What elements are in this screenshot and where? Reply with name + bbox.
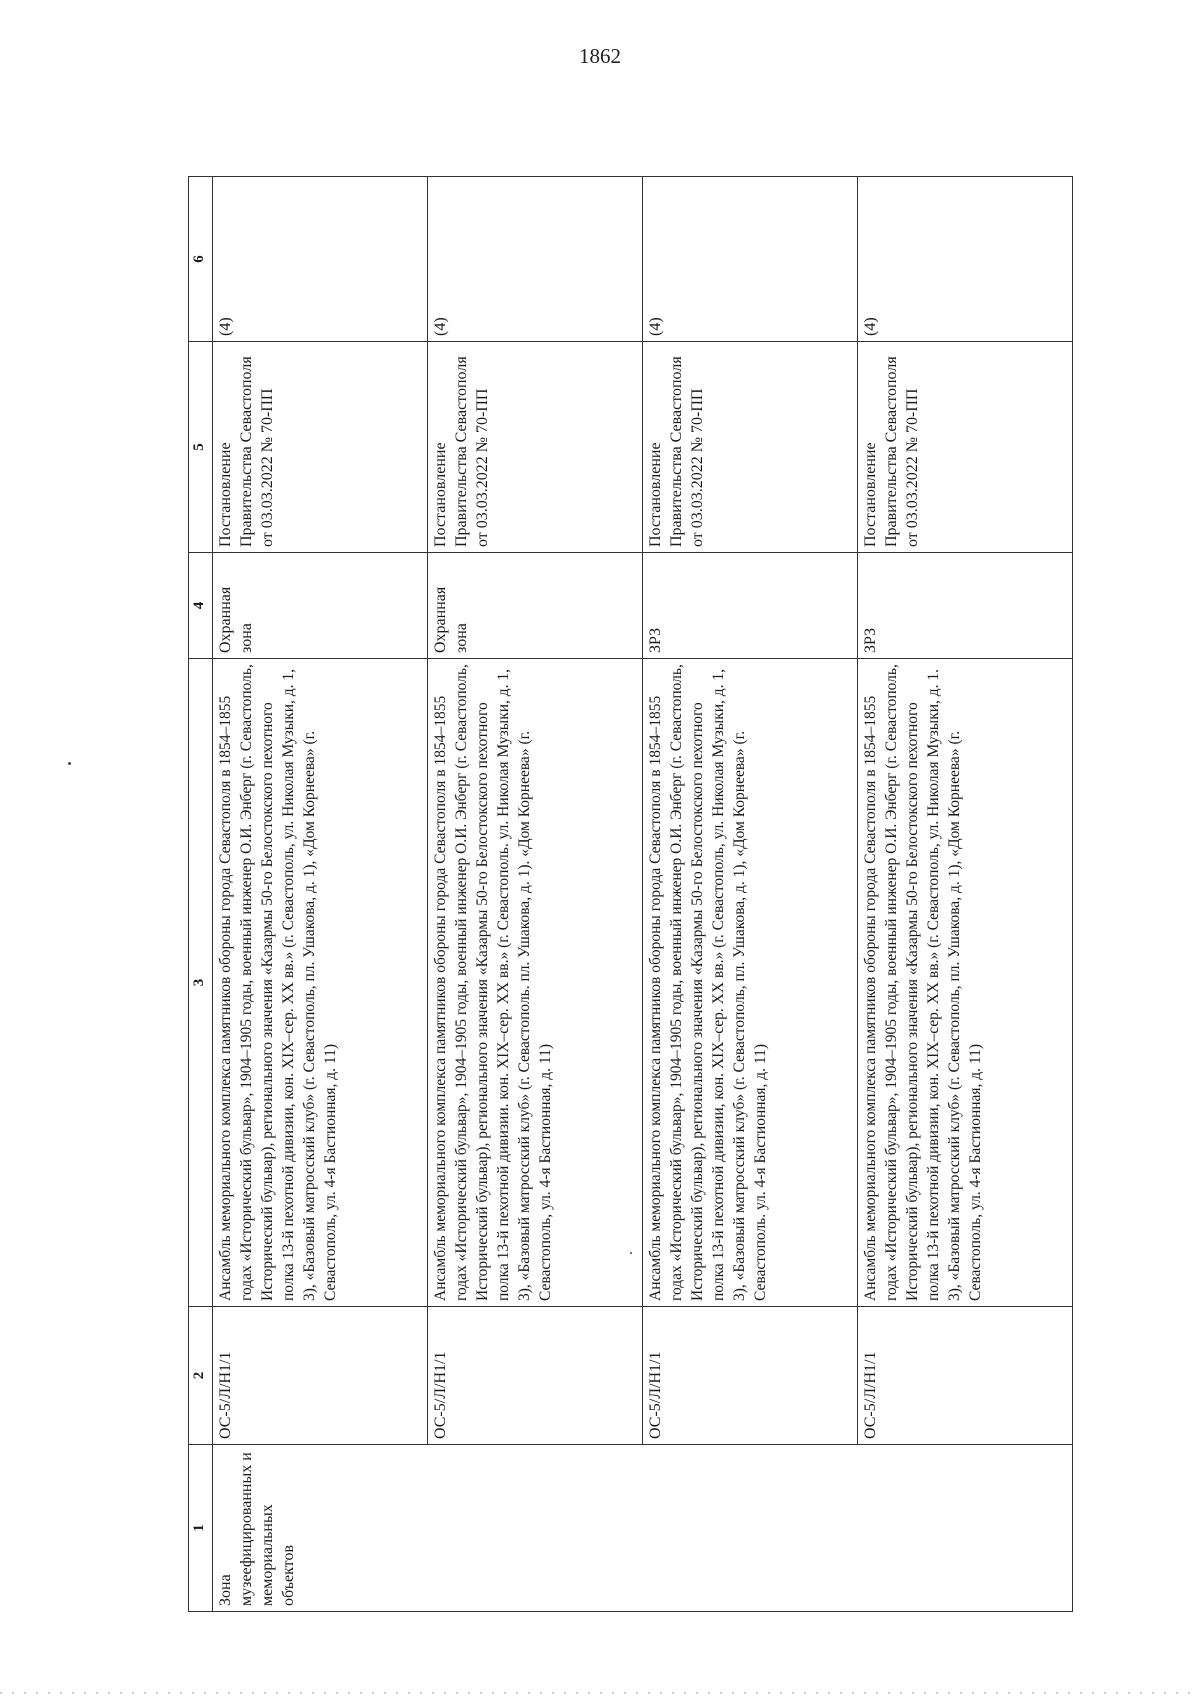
note-cell: (4) (643, 177, 858, 342)
zone-name-cell: Зона музеефицированных и мемориальных объектов (213, 1445, 1073, 1612)
note-cell: (4) (213, 177, 428, 342)
column-header-6: 6 (189, 177, 213, 342)
column-header-5: 5 (189, 342, 213, 553)
object-description-cell: Ансамбль мемориального комплекса памятников обороны города Севастополя в 1854–1855 годах «Исторический бульвар», 1904–1905 годы, военный инженер О.И. Энберг (г. Севастополь, Исторический бульвар), регионального значения «Казармы 50-го Белостокского пехотного полка 13-й пехотной дивизии, кон. XIX–сер. XX вв.» (г. Севастополь, ул. Николая Музыки, д. 1, 3), «Базовый матросский клуб» (г. Севастополь, пл. Ушакова, д. 1), «Дом Корнеева» (г. Севастополь, ул. 4-я Бастионная, д. 11) (213, 659, 428, 1307)
zone-type-cell: ЗРЗ (858, 553, 1073, 659)
table-row (858, 177, 1073, 1612)
zone-type-cell: ЗРЗ (643, 553, 858, 659)
legal-document-cell: Постановление Правительства Севастополя от 03.03.2022 № 70-ПП (428, 342, 643, 553)
column-header-4: 4 (189, 553, 213, 659)
zone-type-cell: Охранная зона (213, 553, 428, 659)
table-row (643, 177, 858, 1612)
object-description-cell: Ансамбль мемориального комплекса памятников обороны города Севастополя в 1854–1855 годах «Исторический бульвар», 1904–1905 годы, военный инженер О.И. Энберг (г. Севастополь, Исторический бульвар), регионального значения «Казармы 50-го Белостокского пехотного полка 13-й пехотной дивизии, кон. XIX–сер. XX вв.» (г. Севастополь, ул. Николая Музыки, д. 1, 3), «Базовый матросский клуб» (г. Севастополь, пл. Ушакова, д. 1), «Дом Корнеева» (г. Севастополь. ул. 4-я Бастионная, д. 11) (643, 659, 858, 1307)
column-header-1: 1 (189, 1445, 213, 1612)
rotated-table-sheet (188, 177, 1063, 1612)
table-row (213, 177, 428, 1612)
zone-type-cell: Охранная зона (428, 553, 643, 659)
table-row (428, 177, 643, 1612)
scan-edge (0, 1692, 1200, 1694)
note-cell: (4) (858, 177, 1073, 342)
page-number: 1862 (579, 44, 621, 68)
legal-document-cell: Постановление Правительства Севастополя от 03.03.2022 № 70-ПП (213, 342, 428, 553)
scan-speck (68, 762, 71, 765)
object-description-cell: Ансамбль мемориального комплекса памятников обороны города Севастополя в 1854–1855 годах «Исторический бульвар», 1904–1905 годы, военный инженер О.И. Энберг (г. Севастополь, Исторический бульвар), регионального значения «Казармы 50-го Белостокского пехотного полка 13-й пехотной дивизии, кон. XIX–сер. XX вв.» (г. Севастополь, ул. Николая Музыки, д. 1. 3), «Базовый матросский клуб» (г. Севастополь, пл. Ушакова, д. 1), «Дом Корнеева» (г. Севастополь, ул. 4-я Бастионная, д. 11) (858, 659, 1073, 1307)
object-code-cell: ОС-5/Л/Н1/1 (213, 1307, 428, 1445)
object-code-cell: ОС-5/Л/Н1/1 (858, 1307, 1073, 1445)
legal-document-cell: Постановление Правительства Севастополя от 03.03.2022 № 70-ПП (858, 342, 1073, 553)
protection-zones-table (188, 176, 1073, 1612)
legal-document-cell: Постановление Правительства Севастополя от 03.03.2022 № 70-ПП (643, 342, 858, 553)
note-cell: (4) (428, 177, 643, 342)
object-code-cell: ОС-5/Л/Н1/1 (643, 1307, 858, 1445)
table-header-row (189, 177, 213, 1612)
column-header-3: 3 (189, 659, 213, 1307)
object-description-cell: Ансамбль мемориального комплекса памятников обороны города Севастополя в 1854–1855 годах «Исторический бульвар», 1904–1905 годы, военный инженер О.И. Энберг (г. Севастополь, Исторический бульвар), регионального значения «Казармы 50-го Белостокского пехотного полка 13-й пехотной дивизии. кон. XIX–сер. XX вв.» (г. Севастополь. ул. Николая Музыки, д. 1, 3), «Базовый матросский клуб» (г. Севастополь. пл. Ушакова, д. 1). «Дом Корнеева» (г. Севастополь, ул. 4-я Бастионная, д. 11) (428, 659, 643, 1307)
column-header-2: 2 (189, 1307, 213, 1445)
object-code-cell: ОС-5/Л/Н1/1 (428, 1307, 643, 1445)
